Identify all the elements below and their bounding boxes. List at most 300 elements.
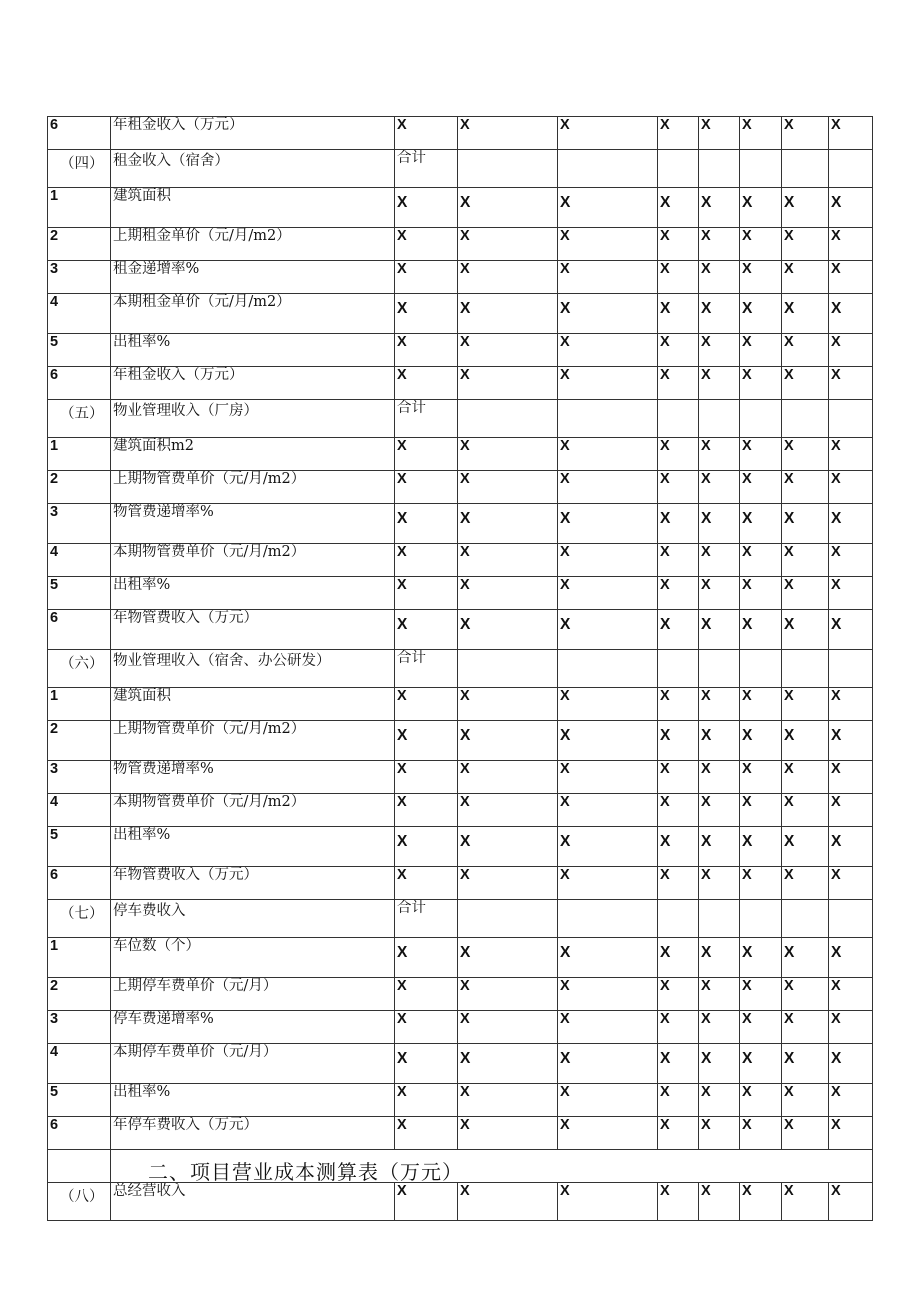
table-row: [48, 150, 873, 188]
total-label: 合计: [395, 150, 458, 188]
row-label: 停车费递增率%: [111, 1011, 395, 1044]
row-number: 3: [48, 504, 111, 544]
value-cell: X: [740, 117, 782, 150]
value-cell: X: [740, 794, 782, 827]
value-cell: X: [829, 471, 873, 504]
value-cell: X: [699, 261, 740, 294]
row-label: 年租金收入（万元）: [111, 367, 395, 400]
value-cell: X: [699, 938, 740, 978]
row-label: 本期停车费单价（元/月）: [111, 1044, 395, 1084]
row-number: 3: [48, 761, 111, 794]
value-cell: X: [658, 544, 699, 577]
row-label: 建筑面积: [111, 688, 395, 721]
table-row: [48, 978, 873, 1011]
value-cell: X: [782, 827, 829, 867]
value-cell: X: [699, 504, 740, 544]
value-cell: X: [782, 1011, 829, 1044]
value-cell: X: [395, 721, 458, 761]
value-cell: X: [782, 117, 829, 150]
value-cell: X: [699, 438, 740, 471]
value-cell: X: [458, 794, 558, 827]
value-cell: X: [558, 938, 658, 978]
value-cell: X: [740, 504, 782, 544]
value-cell: X: [458, 577, 558, 610]
value-cell: X: [458, 1183, 558, 1221]
value-cell: X: [699, 294, 740, 334]
value-cell: X: [458, 471, 558, 504]
value-cell: X: [829, 761, 873, 794]
value-cell: X: [658, 794, 699, 827]
table-row: [48, 577, 873, 610]
value-cell: X: [782, 1117, 829, 1150]
value-cell: X: [558, 438, 658, 471]
table-row: [48, 400, 873, 438]
value-cell: X: [658, 294, 699, 334]
value-cell: X: [558, 188, 658, 228]
row-number: 3: [48, 261, 111, 294]
value-cell: X: [829, 228, 873, 261]
empty-cell: [558, 150, 658, 188]
value-cell: X: [699, 867, 740, 900]
table-row: [48, 294, 873, 334]
row-number: （四）: [48, 150, 111, 188]
value-cell: X: [395, 334, 458, 367]
row-number: 1: [48, 938, 111, 978]
value-cell: X: [395, 188, 458, 228]
row-label: 年租金收入（万元）: [111, 117, 395, 150]
row-number: 5: [48, 577, 111, 610]
empty-cell: [699, 650, 740, 688]
value-cell: X: [699, 1011, 740, 1044]
empty-cell: [740, 150, 782, 188]
value-cell: X: [699, 471, 740, 504]
row-number: 5: [48, 1084, 111, 1117]
row-label: 总经营收入: [111, 1183, 395, 1221]
row-label: 租金递增率%: [111, 261, 395, 294]
value-cell: X: [558, 471, 658, 504]
row-label: 建筑面积m2: [111, 438, 395, 471]
table-row: [48, 261, 873, 294]
value-cell: X: [458, 188, 558, 228]
value-cell: X: [829, 438, 873, 471]
value-cell: X: [740, 688, 782, 721]
value-cell: X: [395, 544, 458, 577]
row-number: 6: [48, 610, 111, 650]
empty-cell: [458, 400, 558, 438]
value-cell: X: [558, 294, 658, 334]
value-cell: X: [740, 1044, 782, 1084]
row-number: 6: [48, 867, 111, 900]
value-cell: X: [740, 471, 782, 504]
value-cell: X: [740, 544, 782, 577]
row-number: 6: [48, 1117, 111, 1150]
empty-cell: [699, 400, 740, 438]
value-cell: X: [699, 827, 740, 867]
table-row: [48, 650, 873, 688]
row-number: 1: [48, 188, 111, 228]
row-label: 停车费收入: [111, 900, 395, 938]
value-cell: X: [395, 228, 458, 261]
row-label: 出租率%: [111, 334, 395, 367]
empty-cell: [558, 400, 658, 438]
empty-cell: [458, 650, 558, 688]
empty-cell: [658, 650, 699, 688]
value-cell: X: [458, 544, 558, 577]
value-cell: X: [740, 938, 782, 978]
empty-cell: [829, 900, 873, 938]
value-cell: X: [829, 610, 873, 650]
value-cell: X: [458, 117, 558, 150]
row-label: 上期物管费单价（元/月/m2）: [111, 721, 395, 761]
total-label: 合计: [395, 400, 458, 438]
empty-cell: [782, 400, 829, 438]
value-cell: X: [458, 610, 558, 650]
value-cell: X: [658, 761, 699, 794]
value-cell: X: [829, 544, 873, 577]
row-label: 租金收入（宿舍）: [111, 150, 395, 188]
row-number: 1: [48, 438, 111, 471]
value-cell: X: [782, 188, 829, 228]
value-cell: X: [782, 721, 829, 761]
row-number: （七）: [48, 900, 111, 938]
table-row: [48, 504, 873, 544]
value-cell: X: [458, 228, 558, 261]
empty-cell: [699, 150, 740, 188]
value-cell: X: [395, 761, 458, 794]
row-label: 本期物管费单价（元/月/m2）: [111, 544, 395, 577]
value-cell: X: [829, 938, 873, 978]
value-cell: X: [782, 978, 829, 1011]
value-cell: X: [658, 1117, 699, 1150]
value-cell: X: [395, 827, 458, 867]
value-cell: X: [658, 938, 699, 978]
empty-cell: [782, 650, 829, 688]
row-label: 物业管理收入（宿舍、办公研发）: [111, 650, 395, 688]
table-row: [48, 938, 873, 978]
value-cell: X: [558, 228, 658, 261]
revenue-table: [47, 116, 873, 1221]
empty-cell: [699, 900, 740, 938]
value-cell: X: [558, 367, 658, 400]
value-cell: X: [395, 938, 458, 978]
empty-cell: [558, 900, 658, 938]
value-cell: X: [740, 1011, 782, 1044]
value-cell: X: [782, 688, 829, 721]
value-cell: X: [829, 794, 873, 827]
value-cell: X: [740, 334, 782, 367]
value-cell: X: [558, 261, 658, 294]
value-cell: X: [395, 261, 458, 294]
empty-cell: [458, 150, 558, 188]
row-number: 4: [48, 1044, 111, 1084]
value-cell: X: [829, 294, 873, 334]
row-number: 2: [48, 471, 111, 504]
value-cell: X: [699, 577, 740, 610]
value-cell: X: [740, 978, 782, 1011]
value-cell: X: [458, 1117, 558, 1150]
value-cell: X: [782, 938, 829, 978]
value-cell: X: [458, 721, 558, 761]
table-row: [48, 867, 873, 900]
row-number: 4: [48, 294, 111, 334]
value-cell: X: [740, 1183, 782, 1221]
value-cell: X: [782, 577, 829, 610]
value-cell: X: [395, 867, 458, 900]
value-cell: X: [740, 438, 782, 471]
value-cell: X: [458, 1044, 558, 1084]
value-cell: X: [558, 544, 658, 577]
value-cell: X: [558, 1044, 658, 1084]
value-cell: X: [395, 1011, 458, 1044]
value-cell: X: [740, 761, 782, 794]
row-number: 4: [48, 544, 111, 577]
value-cell: X: [558, 117, 658, 150]
table-row: [48, 688, 873, 721]
value-cell: X: [699, 117, 740, 150]
table-row: [48, 794, 873, 827]
empty-cell: [658, 150, 699, 188]
value-cell: X: [829, 1183, 873, 1221]
value-cell: X: [740, 1117, 782, 1150]
empty-cell: [558, 650, 658, 688]
value-cell: X: [782, 867, 829, 900]
value-cell: X: [558, 1011, 658, 1044]
table-row: [48, 1117, 873, 1150]
value-cell: X: [658, 188, 699, 228]
value-cell: X: [829, 504, 873, 544]
value-cell: X: [395, 117, 458, 150]
value-cell: X: [458, 367, 558, 400]
value-cell: X: [740, 294, 782, 334]
value-cell: X: [658, 334, 699, 367]
value-cell: X: [395, 688, 458, 721]
empty-cell: [740, 650, 782, 688]
value-cell: X: [829, 1117, 873, 1150]
value-cell: X: [782, 261, 829, 294]
value-cell: X: [458, 1011, 558, 1044]
value-cell: X: [699, 334, 740, 367]
empty-cell: [48, 1150, 111, 1183]
value-cell: X: [558, 978, 658, 1011]
row-label: 车位数（个）: [111, 938, 395, 978]
value-cell: X: [740, 610, 782, 650]
value-cell: X: [458, 261, 558, 294]
table-row: [48, 228, 873, 261]
value-cell: X: [829, 721, 873, 761]
value-cell: X: [558, 867, 658, 900]
value-cell: X: [699, 688, 740, 721]
value-cell: X: [699, 794, 740, 827]
row-number: 5: [48, 827, 111, 867]
value-cell: X: [558, 1117, 658, 1150]
empty-cell: [782, 900, 829, 938]
value-cell: X: [699, 367, 740, 400]
value-cell: X: [782, 294, 829, 334]
value-cell: X: [458, 1084, 558, 1117]
value-cell: X: [782, 471, 829, 504]
value-cell: X: [699, 228, 740, 261]
value-cell: X: [782, 1084, 829, 1117]
value-cell: X: [699, 721, 740, 761]
table-row: [48, 1044, 873, 1084]
row-number: 2: [48, 978, 111, 1011]
value-cell: X: [829, 261, 873, 294]
value-cell: X: [740, 827, 782, 867]
value-cell: X: [558, 761, 658, 794]
value-cell: X: [699, 544, 740, 577]
value-cell: X: [829, 117, 873, 150]
value-cell: X: [558, 688, 658, 721]
row-label: 年物管费收入（万元）: [111, 867, 395, 900]
row-number: 4: [48, 794, 111, 827]
value-cell: X: [558, 610, 658, 650]
value-cell: X: [829, 867, 873, 900]
row-label: 上期物管费单价（元/月/m2）: [111, 471, 395, 504]
row-label: 年停车费收入（万元）: [111, 1117, 395, 1150]
value-cell: X: [829, 827, 873, 867]
total-label: 合计: [395, 900, 458, 938]
value-cell: X: [658, 471, 699, 504]
value-cell: X: [782, 438, 829, 471]
value-cell: X: [699, 1183, 740, 1221]
value-cell: X: [395, 438, 458, 471]
row-number: 6: [48, 117, 111, 150]
value-cell: X: [558, 577, 658, 610]
row-label: 出租率%: [111, 1084, 395, 1117]
value-cell: X: [558, 721, 658, 761]
value-cell: X: [658, 504, 699, 544]
row-number: 6: [48, 367, 111, 400]
value-cell: X: [782, 504, 829, 544]
value-cell: X: [782, 761, 829, 794]
value-cell: X: [658, 867, 699, 900]
value-cell: X: [658, 367, 699, 400]
value-cell: X: [658, 978, 699, 1011]
value-cell: X: [782, 610, 829, 650]
row-number: （六）: [48, 650, 111, 688]
row-label: 物管费递增率%: [111, 504, 395, 544]
row-label: 出租率%: [111, 827, 395, 867]
table-row: [48, 367, 873, 400]
value-cell: X: [395, 1183, 458, 1221]
value-cell: X: [458, 294, 558, 334]
empty-cell: [829, 650, 873, 688]
value-cell: X: [395, 504, 458, 544]
value-cell: X: [395, 1084, 458, 1117]
value-cell: X: [558, 827, 658, 867]
value-cell: X: [740, 1084, 782, 1117]
table-row: [48, 761, 873, 794]
table-row: [48, 438, 873, 471]
value-cell: X: [658, 827, 699, 867]
value-cell: X: [658, 1044, 699, 1084]
value-cell: X: [782, 544, 829, 577]
value-cell: X: [395, 610, 458, 650]
value-cell: X: [458, 827, 558, 867]
table-row: [48, 188, 873, 228]
value-cell: X: [558, 1084, 658, 1117]
value-cell: X: [458, 978, 558, 1011]
value-cell: X: [829, 334, 873, 367]
value-cell: X: [782, 794, 829, 827]
row-label: 物业管理收入（厂房）: [111, 400, 395, 438]
value-cell: X: [740, 188, 782, 228]
value-cell: X: [395, 1044, 458, 1084]
row-number: 2: [48, 721, 111, 761]
empty-cell: [829, 400, 873, 438]
value-cell: X: [740, 577, 782, 610]
value-cell: X: [458, 688, 558, 721]
total-label: 合计: [395, 650, 458, 688]
value-cell: X: [699, 1117, 740, 1150]
value-cell: X: [395, 794, 458, 827]
value-cell: X: [658, 1183, 699, 1221]
empty-cell: [658, 900, 699, 938]
value-cell: X: [658, 721, 699, 761]
row-number: 5: [48, 334, 111, 367]
row-label: 本期租金单价（元/月/m2）: [111, 294, 395, 334]
table-row: [48, 1183, 873, 1221]
empty-cell: [782, 150, 829, 188]
value-cell: X: [699, 761, 740, 794]
value-cell: X: [658, 1011, 699, 1044]
value-cell: X: [699, 1044, 740, 1084]
value-cell: X: [829, 577, 873, 610]
row-number: 1: [48, 688, 111, 721]
value-cell: X: [458, 867, 558, 900]
table-row: [48, 544, 873, 577]
value-cell: X: [658, 261, 699, 294]
value-cell: X: [740, 867, 782, 900]
value-cell: X: [699, 1084, 740, 1117]
value-cell: X: [395, 1117, 458, 1150]
table-row: [48, 117, 873, 150]
value-cell: X: [699, 188, 740, 228]
value-cell: X: [658, 577, 699, 610]
value-cell: X: [458, 761, 558, 794]
value-cell: X: [699, 610, 740, 650]
empty-cell: [458, 900, 558, 938]
row-label: 上期停车费单价（元/月）: [111, 978, 395, 1011]
value-cell: X: [658, 438, 699, 471]
value-cell: X: [558, 334, 658, 367]
value-cell: X: [782, 367, 829, 400]
value-cell: X: [829, 978, 873, 1011]
value-cell: X: [658, 1084, 699, 1117]
value-cell: X: [658, 117, 699, 150]
value-cell: X: [458, 334, 558, 367]
value-cell: X: [658, 610, 699, 650]
table-row: [48, 827, 873, 867]
value-cell: X: [829, 188, 873, 228]
table-row: [48, 721, 873, 761]
value-cell: X: [458, 938, 558, 978]
empty-cell: [829, 150, 873, 188]
table-row: [48, 471, 873, 504]
section-heading: 二、项目营业成本测算表（万元）: [148, 1160, 463, 1184]
value-cell: X: [395, 294, 458, 334]
value-cell: X: [395, 471, 458, 504]
value-cell: X: [829, 1044, 873, 1084]
value-cell: X: [782, 334, 829, 367]
value-cell: X: [829, 688, 873, 721]
row-label: 出租率%: [111, 577, 395, 610]
value-cell: X: [782, 228, 829, 261]
table-row: [48, 334, 873, 367]
table-row: [48, 610, 873, 650]
table-row: [48, 1011, 873, 1044]
value-cell: X: [829, 1011, 873, 1044]
